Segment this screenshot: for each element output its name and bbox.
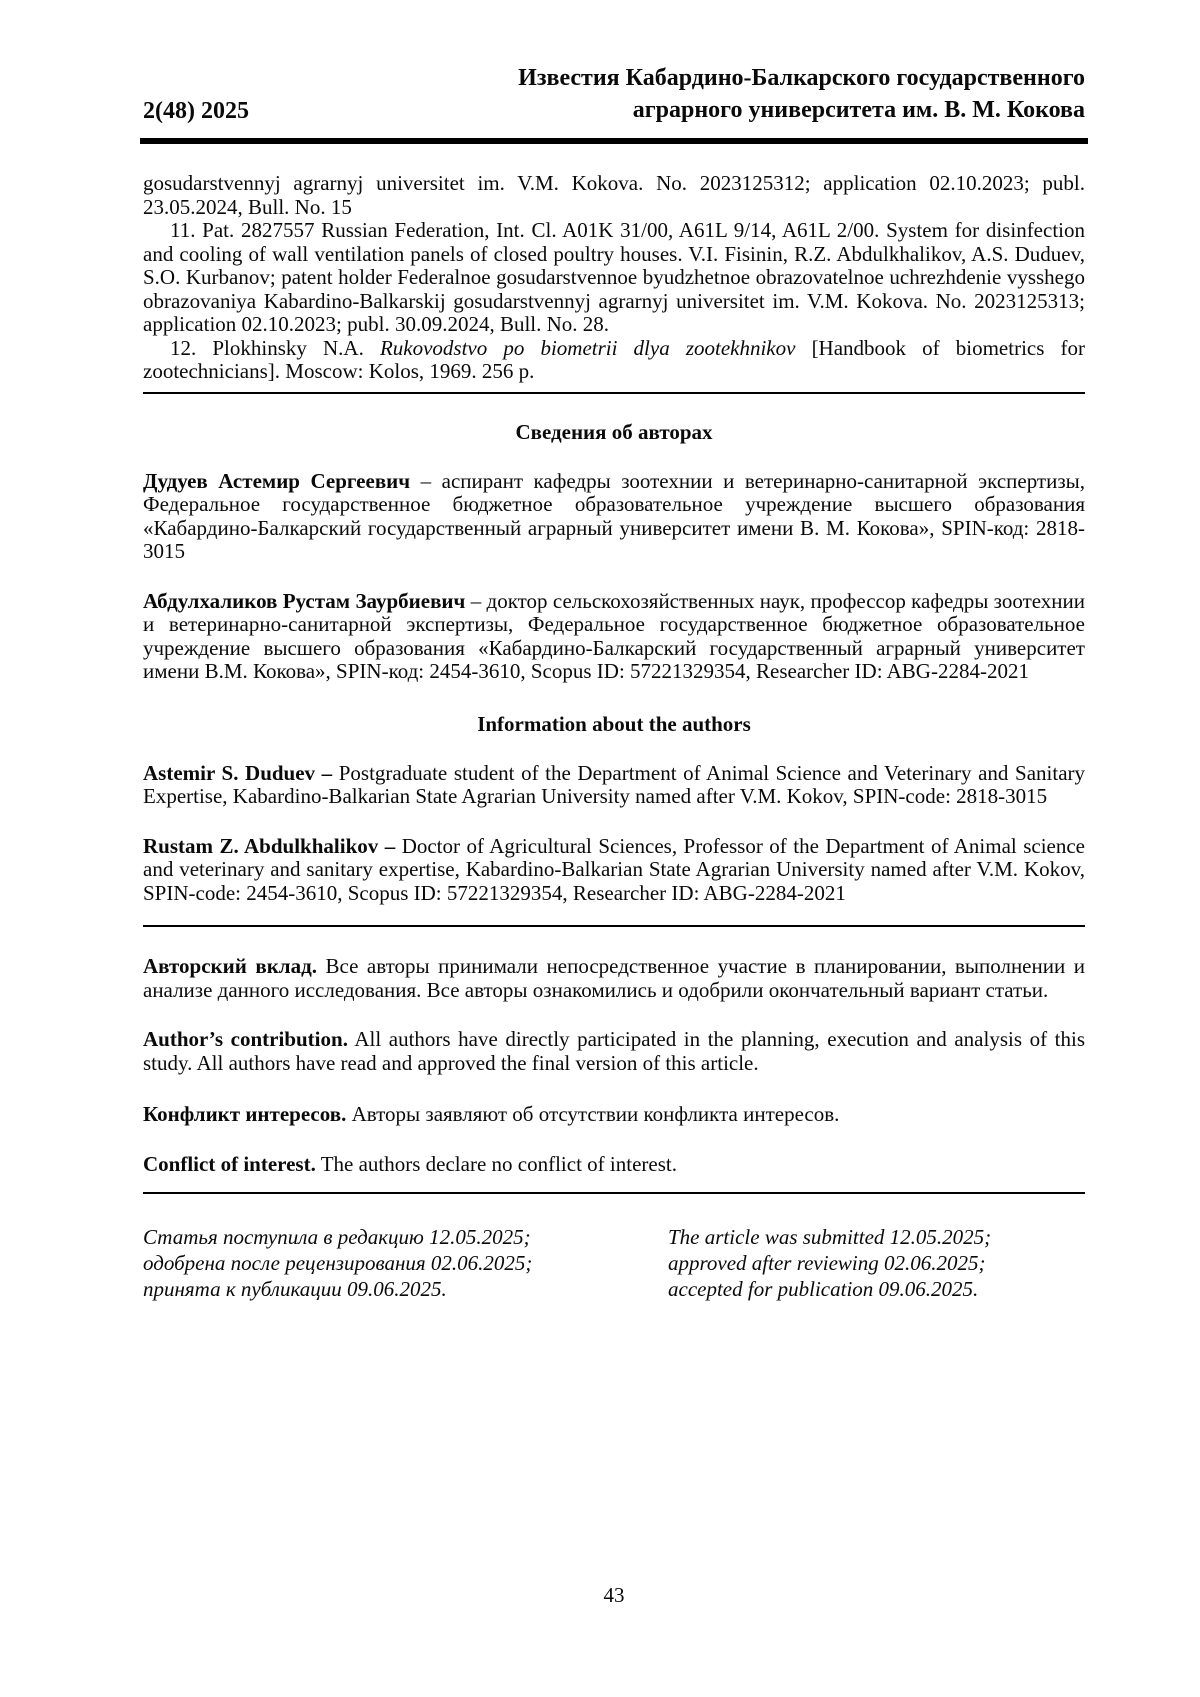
author-name-ru-abdulkhalikov: Абдулхаликов Рустам Заурбиевич — [143, 588, 466, 613]
header-divider-rule — [140, 138, 1088, 144]
reference-12-suffix: [Handbook of biometrics for zootechnicians]. Moscow: Kolos, 1969. 256 p. — [143, 335, 1085, 383]
journal-title — [518, 62, 1085, 126]
author-name-en-duduev: Astemir S. Duduev – — [143, 760, 333, 785]
submitted-date-ru: Статья поступила в редакцию 12.05.2025; — [143, 1225, 531, 1249]
author-desc-en-duduev: Postgraduate student of the Department of Animal Science and Veterinary and Sanitary Expertise, Kabardino-Balkarian State Agrarian University named after V.M. Kokov, SPIN-code: 2818-3015 — [143, 760, 1086, 808]
journal-title-line-2: аграрного университета им. В. М. Кокова — [632, 97, 1085, 123]
approved-date-ru: одобрена после рецензирования 02.06.2025; — [143, 1251, 533, 1275]
reference-item-11: 11. Pat. 2827557 Russian Federation, Int. Cl. A01K 31/00, A61L 9/14, A61L 2/00. System for disinfection and cooling of wall ventilation panels of closed poultry houses. V.I. Fisinin, R.Z. Abdulkhalikov, A.S. Duduev, S.O. Kurbanov; patent holder Federalnoe gosudarstvennoe byudzhetnoe obrazovatelnoe uchrezhdenie vysshego obrazovaniya Kabardino-Balkarskij gosudarstvennyj agrarnyj universitet im. V.M. Kokova. No. 2023125313; application 02.10.2023; publ. 30.09.2024, Bull. No. 28. — [143, 218, 1085, 336]
page-content — [143, 0, 1085, 1302]
author-desc-ru-abdulkhalikov: – доктор сельскохозяйственных наук, профессор кафедры зоотехнии и ветеринарно-санитарной экспертизы, Федеральное государственное бюджетное образовательное учреждение высшего образования «Кабардино-Балкарский государственный аграрный университет имени В.М. Кокова», SPIN-код: 2454-3610, Scopus ID: 57221329354, Researcher ID: ABG-2284-2021 — [143, 588, 1086, 683]
submitted-date-en: The article was submitted 12.05.2025; — [668, 1225, 992, 1249]
page-number: 43 — [603, 1583, 625, 1607]
accepted-date-ru: принята к публикации 09.06.2025. — [143, 1277, 447, 1301]
reference-12-prefix: 12. Plokhinsky N.A. — [170, 335, 380, 360]
dates-divider-rule — [143, 1192, 1085, 1194]
submission-dates — [143, 1224, 1085, 1302]
author-name-en-abdulkhalikov: Rustam Z. Abdulkhalikov – — [143, 833, 396, 858]
authors-heading-en: Information about the authors — [477, 711, 751, 736]
author-desc-en-abdulkhalikov: Doctor of Agricultural Sciences, Professor of the Department of Animal science and veterinary and sanitary expertise, Kabardino-Balkarian State Agrarian University named after V.M. Kokov, SPIN-code: 2454-3610, Scopus ID: 57221329354, Researcher ID: ABG-2284-2021 — [143, 833, 1085, 905]
conflict-text-ru: Авторы заявляют об отсутствии конфликта интересов. — [346, 1102, 840, 1126]
references-section — [143, 172, 1085, 384]
journal-issue-number: 2(48) 2025 — [143, 98, 249, 124]
reference-continuation: gosudarstvennyj agrarnyj universitet im. V.M. Kokova. No. 2023125312; application 02.10.2023; publ. 23.05.2024, Bull. No. 15 — [143, 171, 1085, 219]
approved-date-en: approved after reviewing 02.06.2025; — [668, 1251, 986, 1275]
submission-dates-ru — [143, 1224, 668, 1302]
author-name-ru-duduev: Дудуев Астемир Сергеевич — [143, 468, 411, 493]
accepted-date-en: accepted for publication 09.06.2025. — [668, 1277, 979, 1301]
reference-item-12 — [143, 337, 1085, 384]
section-divider-rule — [143, 392, 1085, 394]
contribution-label-ru: Авторский вклад. — [143, 954, 317, 978]
conflict-statement-en — [143, 1153, 1085, 1177]
author-desc-ru-duduev: – аспирант кафедры зоотехнии и ветеринарно-санитарной экспертизы, Федеральное государственное бюджетное образовательное учреждение высшего образования «Кабардино-Балкарский государственный аграрный университет имени В. М. Кокова», SPIN-код: 2818-3015 — [143, 468, 1085, 563]
author-info-en-abdulkhalikov — [143, 835, 1085, 906]
reference-12-title: Rukovodstvo po biometrii dlya zootekhnikov — [379, 335, 796, 360]
running-header — [143, 62, 1085, 126]
author-info-ru-duduev — [143, 470, 1085, 564]
conflict-label-en: Conflict of interest. — [143, 1151, 316, 1176]
contribution-text-en: All authors have directly participated in the planning, execution and analysis of this study. All authors have read and approved the final version of this article. — [143, 1027, 1086, 1075]
contribution-label-en: Author’s contribution. — [143, 1027, 348, 1051]
submission-dates-en — [668, 1224, 991, 1302]
authors-heading-ru: Сведения об авторах — [515, 419, 713, 444]
conflict-text-en: The authors declare no conflict of interest. — [315, 1151, 677, 1176]
contribution-statement-en — [143, 1028, 1085, 1075]
conflict-statement-ru — [143, 1103, 1085, 1127]
contribution-text-ru: Все авторы принимали непосредственное участие в планировании, выполнении и анализе данного исследования. Все авторы ознакомились и одобрили окончательный вариант статьи. — [143, 954, 1085, 1002]
conflict-label-ru: Конфликт интересов. — [143, 1102, 347, 1126]
author-info-ru-abdulkhalikov — [143, 590, 1085, 684]
journal-title-line-1: Известия Кабардино-Балкарского государственного — [518, 65, 1085, 91]
contribution-statement-ru — [143, 955, 1085, 1002]
author-info-en-duduev — [143, 762, 1085, 809]
statements-divider-rule — [143, 925, 1085, 927]
